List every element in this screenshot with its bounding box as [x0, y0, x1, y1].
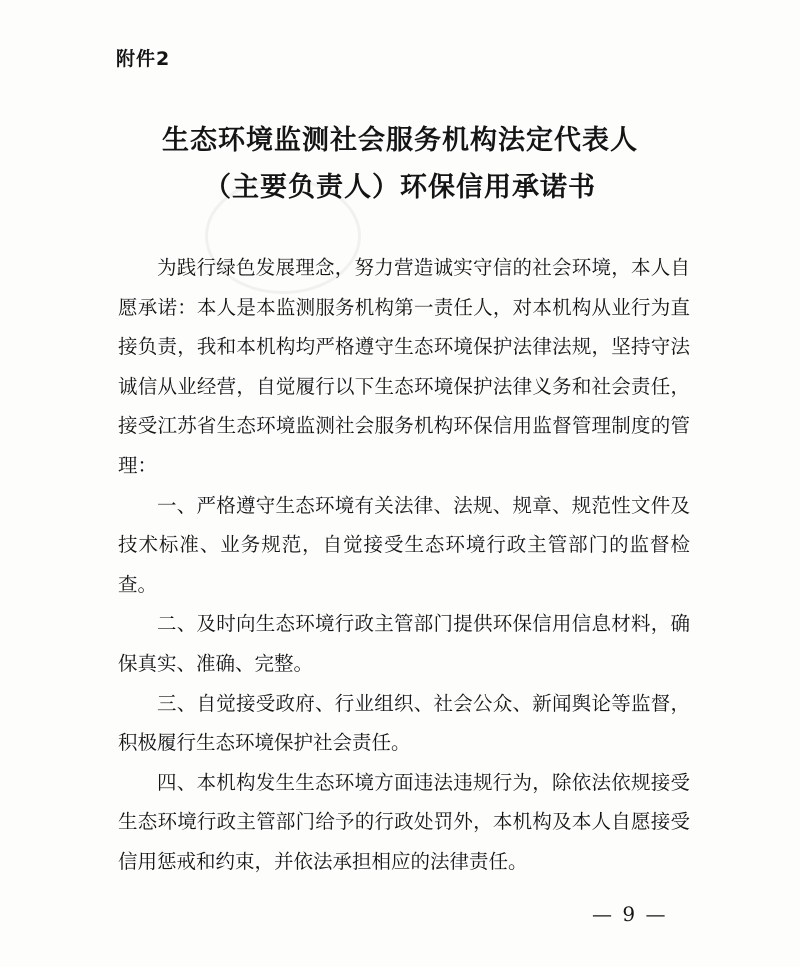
document-title-line-1: 生态环境监测社会服务机构法定代表人	[162, 125, 638, 156]
paragraph-item-3: 三、自觉接受政府、行业组织、社会公众、新闻舆论等监督，积极履行生态环境保护社会责任。	[118, 691, 690, 755]
document-body	[118, 248, 690, 882]
paragraph-item-2: 二、及时向生态环境行政主管部门提供环保信用信息材料，确保真实、准确、完整。	[118, 612, 690, 675]
paragraph-preamble: 为践行绿色发展理念，努力营造诚实守信的社会环境，本人自愿承诺：本人是本监测服务机构第一责任人，对本机构从业行为直接负责，我和本机构均严格遵守生态环境保护法律法规，坚持守法诚信从业经营，自觉履行以下生态环境保护法律义务和社会责任，接受江苏省生态环境监测社会服务机构环保信用监督管理制度的管理：	[118, 256, 690, 477]
paragraph-item-1: 一、严格遵守生态环境有关法律、法规、规章、规范性文件及技术标准、业务规范，自觉接受生态环境行政主管部门的监督检查。	[118, 493, 690, 596]
page-number: — 9 —	[592, 902, 668, 926]
paragraph-item-4: 四、本机构发生生态环境方面违法违规行为，除依法依规接受生态环境行政主管部门给予的行政处罚外，本机构及本人自愿接受信用惩戒和约束，并依法承担相应的法律责任。	[118, 770, 690, 873]
document-title-line-2: （主要负责人）环保信用承诺书	[204, 172, 596, 203]
attachment-label: 附件2	[116, 48, 171, 70]
